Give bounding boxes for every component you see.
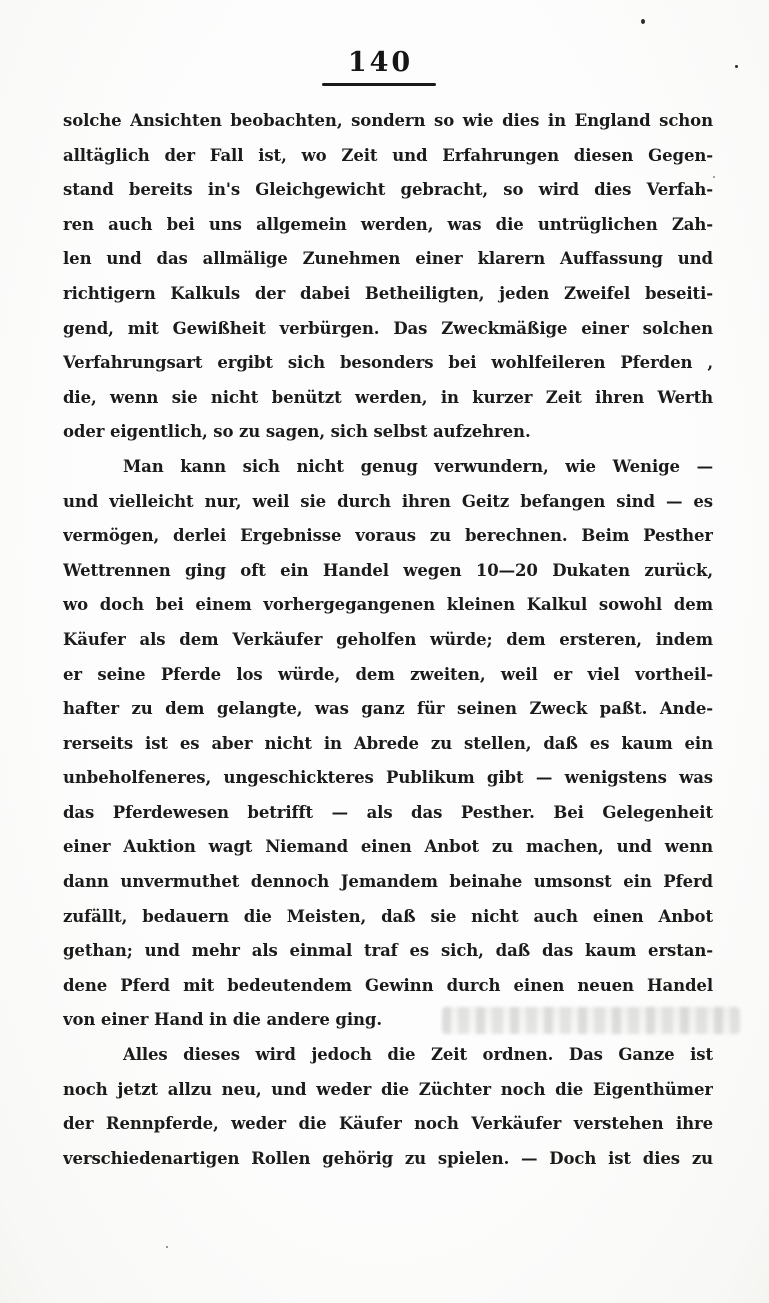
text-line: er seine Pferde los würde, dem zweiten, weil er viel vortheil- [63, 664, 713, 684]
text-line: stand bereits in's Gleichgewicht gebracht, so wird dies Verfah- [63, 180, 713, 200]
text-line: alltäglich der Fall ist, wo Zeit und Erfahrungen diesen Gegen- [63, 145, 713, 165]
text-line: gethan; und mehr als einmal traf es sich, daß das kaum erstan- [63, 941, 713, 961]
text-line paragraph-end: von einer Hand in die andere ging. [63, 1010, 382, 1030]
paper-speck [735, 65, 738, 68]
text-line: vermögen, derlei Ergebnisse voraus zu berechnen. Beim Pesther [63, 526, 713, 546]
text-line: dann unvermuthet dennoch Jemandem beinahe umsonst ein Pferd [63, 872, 713, 892]
text-line: noch jetzt allzu neu, und weder die Züchter noch die Eigenthümer [63, 1079, 713, 1099]
text-line: das Pferdewesen betrifft — als das Pesther. Bei Gelegenheit [63, 802, 713, 822]
paper-speck [713, 176, 715, 178]
text-line: einer Auktion wagt Niemand einen Anbot zu machen, und wenn [63, 837, 713, 857]
text-line: die, wenn sie nicht benützt werden, in kurzer Zeit ihren Werth [63, 387, 713, 407]
text-line: dene Pferd mit bedeutendem Gewinn durch einen neuen Handel [63, 975, 713, 995]
text-line: gend, mit Gewißheit verbürgen. Das Zweckmäßige einer solchen [63, 318, 713, 338]
text-line: Käufer als dem Verkäufer geholfen würde; dem ersteren, indem [63, 629, 713, 649]
text-line: zufällt, bedauern die Meisten, daß sie nicht auch einen Anbot [63, 906, 713, 926]
text-line: unbeholfeneres, ungeschickteres Publikum gibt — wenigstens was [63, 768, 713, 788]
paper-speck [166, 1246, 168, 1248]
text-line: wo doch bei einem vorhergegangenen kleinen Kalkul sowohl dem [63, 595, 713, 615]
text-line paragraph-end: oder eigentlich, so zu sagen, sich selbst aufzehren. [63, 422, 531, 442]
text-line: und vielleicht nur, weil sie durch ihren Geitz befangen sind — es [63, 491, 713, 511]
text-line: der Rennpferde, weder die Käufer noch Verkäufer verstehen ihre [63, 1114, 713, 1134]
text-line: rerseits ist es aber nicht in Abrede zu stellen, daß es kaum ein [63, 733, 713, 753]
text-line: Verfahrungsart ergibt sich besonders bei wohlfeileren Pferden , [63, 353, 713, 373]
page-number-rule [322, 83, 436, 86]
paper-speck [641, 19, 645, 24]
text-line: hafter zu dem gelangte, was ganz für seinen Zweck paßt. Ande- [63, 699, 713, 719]
text-line: richtigern Kalkuls der dabei Betheiligten, jeden Zweifel beseiti- [63, 283, 713, 303]
text-line: solche Ansichten beobachten, sondern so wie dies in England schon [63, 111, 713, 130]
text-line: verschiedenartigen Rollen gehörig zu spielen. — Doch ist dies zu [63, 1148, 713, 1168]
text-line: Wettrennen ging oft ein Handel wegen 10—20 Dukaten zurück, [63, 560, 713, 580]
text-line: len und das allmälige Zunehmen einer klarern Auffassung und [63, 249, 713, 269]
page-number: 140 [347, 47, 414, 78]
text-line: ren auch bei uns allgemein werden, was die untrüglichen Zah- [63, 214, 713, 234]
text-line paragraph-start: Alles dieses wird jedoch die Zeit ordnen. Das Ganze ist [123, 1045, 713, 1065]
ink-bleedthrough-artifact [442, 1007, 740, 1034]
text-line paragraph-start: Man kann sich nicht genug verwundern, wie Wenige — [123, 456, 713, 476]
